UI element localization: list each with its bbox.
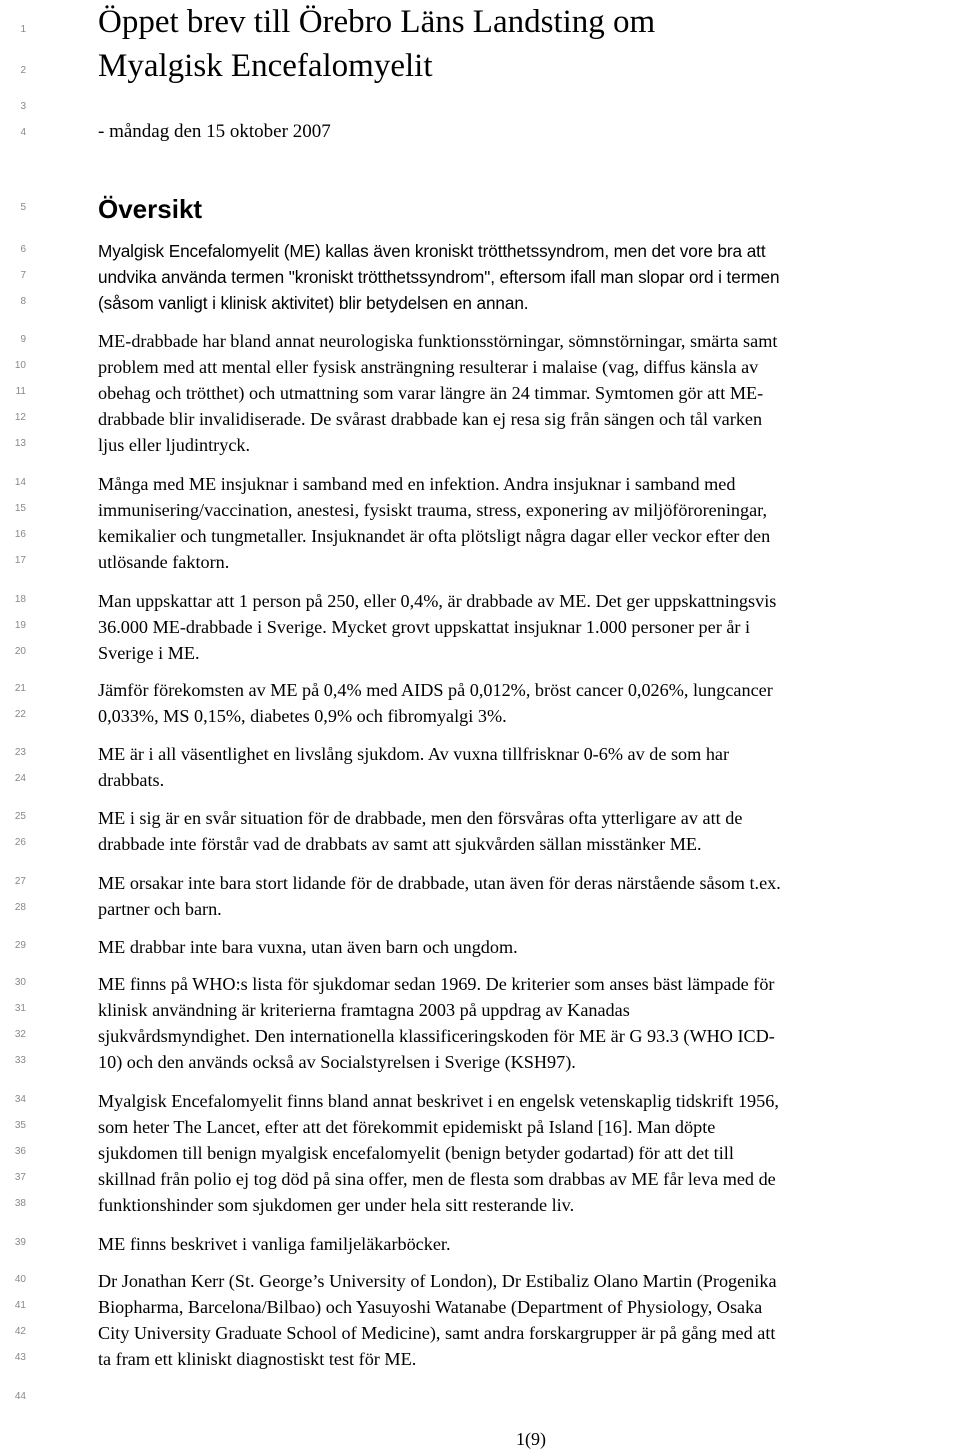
body-line: utlösande faktorn. <box>98 552 230 572</box>
body-line: ME-drabbade har bland annat neurologiska funktionsstörningar, sömnstörningar, smärta samt <box>98 331 778 351</box>
line-number: 17 <box>14 555 26 566</box>
body-line: 0,033%, MS 0,15%, diabetes 0,9% och fibromyalgi 3%. <box>98 706 507 726</box>
line-number: 1 <box>20 24 26 35</box>
body-line: Myalgisk Encefalomyelit finns bland annat beskrivet i en engelsk vetenskaplig tidskrift 1956, <box>98 1091 779 1111</box>
body-line: Dr Jonathan Kerr (St. George’s University of London), Dr Estibaliz Olano Martin (Progenika <box>98 1271 777 1291</box>
line-number: 15 <box>14 503 26 514</box>
line-number: 31 <box>14 1003 26 1014</box>
line-number: 25 <box>14 811 26 822</box>
line-number: 12 <box>14 412 26 423</box>
body-line: obehag och trötthet) och utmattning som varar längre än 24 timmar. Symtomen gör att ME- <box>98 383 764 403</box>
line-number: 37 <box>14 1172 26 1183</box>
body-line: ME i sig är en svår situation för de drabbade, men den försvåras ofta ytterligare av att de <box>98 808 743 828</box>
line-number: 18 <box>14 594 26 605</box>
line-number: 41 <box>14 1300 26 1311</box>
line-number: 7 <box>20 270 26 281</box>
body-line: Myalgisk Encefalomyelit (ME) kallas även kroniskt trötthetssyndrom, men det vore bra att <box>98 241 766 261</box>
line-number: 8 <box>20 296 26 307</box>
line-number: 13 <box>14 438 26 449</box>
body-line: 36.000 ME-drabbade i Sverige. Mycket grovt uppskattat insjuknar 1.000 personer per år i <box>98 617 751 637</box>
body-line: problem med att mental eller fysisk ansträngning resulterar i malaise (vag, diffus känsla av <box>98 357 759 377</box>
body-line: ME drabbar inte bara vuxna, utan även barn och ungdom. <box>98 937 518 957</box>
line-number: 28 <box>14 902 26 913</box>
line-number: 23 <box>14 747 26 758</box>
line-number: 44 <box>14 1391 26 1402</box>
line-number: 35 <box>14 1120 26 1131</box>
body-line: som heter The Lancet, efter att det förekommit epidemiskt på Island [16]. Man döpte <box>98 1117 716 1137</box>
line-number: 10 <box>14 360 26 371</box>
page-number: 1(9) <box>516 1429 546 1449</box>
line-number: 24 <box>14 773 26 784</box>
line-number: 21 <box>14 683 26 694</box>
body-line: ME finns beskrivet i vanliga familjeläkarböcker. <box>98 1234 451 1254</box>
line-number: 36 <box>14 1146 26 1157</box>
body-line: drabbats. <box>98 770 165 790</box>
document-title-line-1: Öppet brev till Örebro Läns Landsting om <box>98 4 656 40</box>
line-number: 39 <box>14 1237 26 1248</box>
line-number: 42 <box>14 1326 26 1337</box>
body-line: Man uppskattar att 1 person på 250, eller 0,4%, är drabbade av ME. Det ger uppskattningsvis <box>98 591 777 611</box>
line-number: 19 <box>14 620 26 631</box>
line-number: 30 <box>14 977 26 988</box>
line-number: 38 <box>14 1198 26 1209</box>
document-title-line-2: Myalgisk Encefalomyelit <box>98 48 433 84</box>
document-date: - måndag den 15 oktober 2007 <box>98 121 331 142</box>
line-number: 33 <box>14 1055 26 1066</box>
body-line: (såsom vanligt i klinisk aktivitet) blir betydelsen en annan. <box>98 293 529 313</box>
body-line: Jämför förekomsten av ME på 0,4% med AIDS på 0,012%, bröst cancer 0,026%, lungcancer <box>98 680 773 700</box>
body-line: sjukdomen till benign myalgisk encefalomyelit (benign betyder godartad) för att det till <box>98 1143 734 1163</box>
line-number: 27 <box>14 876 26 887</box>
line-number: 14 <box>14 477 26 488</box>
line-number: 29 <box>14 940 26 951</box>
line-number: 11 <box>15 386 26 397</box>
line-number: 40 <box>14 1274 26 1285</box>
body-line: City University Graduate School of Medicine), samt andra forskargrupper är på gång med att <box>98 1323 776 1343</box>
body-line: drabbade blir invalidiserade. De svårast drabbade kan ej resa sig från sängen och tål varken <box>98 409 763 429</box>
body-line: sjukvårdsmyndighet. Den internationella klassificeringskoden för ME är G 93.3 (WHO ICD- <box>98 1026 775 1046</box>
body-line: ta fram ett kliniskt diagnostiskt test för ME. <box>98 1349 417 1369</box>
line-number: 5 <box>20 202 26 213</box>
line-number: 2 <box>20 65 26 76</box>
body-line: 10) och den används också av Socialstyrelsen i Sverige (KSH97). <box>98 1052 576 1072</box>
line-number: 22 <box>14 709 26 720</box>
line-number: 20 <box>14 646 26 657</box>
line-number: 3 <box>20 101 26 112</box>
body-line: skillnad från polio ej tog död på sina offer, men de flesta som drabbas av ME får leva med de <box>98 1169 776 1189</box>
body-line: klinisk användning är kriterierna framtagna 2003 på uppdrag av Kanadas <box>98 1000 630 1020</box>
body-line: drabbade inte förstår vad de drabbats av samt att sjukvården sällan misstänker ME. <box>98 834 702 854</box>
line-number: 34 <box>14 1094 26 1105</box>
body-line: Biopharma, Barcelona/Bilbao) och Yasuyoshi Watanabe (Department of Physiology, Osaka <box>98 1297 763 1317</box>
body-line: Sverige i ME. <box>98 643 200 663</box>
body-line: ljus eller ljudintryck. <box>98 435 251 455</box>
body-line: immunisering/vaccination, anestesi, fysiskt trauma, stress, exponering av miljöföroreningar, <box>98 500 768 520</box>
body-line: partner och barn. <box>98 899 222 919</box>
body-line: undvika använda termen "kroniskt trötthetssyndrom", eftersom ifall man slopar ord i termen <box>98 267 780 287</box>
body-line: ME finns på WHO:s lista för sjukdomar sedan 1969. De kriterier som anses bäst lämpade för <box>98 974 775 994</box>
body-line: kemikalier och tungmetaller. Insjuknandet är ofta plötsligt några dagar eller veckor efter den <box>98 526 771 546</box>
line-number: 26 <box>14 837 26 848</box>
line-number: 32 <box>14 1029 26 1040</box>
body-line: ME är i all väsentlighet en livslång sjukdom. Av vuxna tillfrisknar 0-6% av de som har <box>98 744 730 764</box>
line-number: 9 <box>20 334 26 345</box>
line-number: 43 <box>14 1352 26 1363</box>
body-line: ME orsakar inte bara stort lidande för de drabbade, utan även för deras närstående såsom t.ex. <box>98 873 781 893</box>
line-number: 6 <box>20 244 26 255</box>
line-number: 16 <box>14 529 26 540</box>
line-number: 4 <box>20 127 26 138</box>
body-line: funktionshinder som sjukdomen ger under hela sitt resterande liv. <box>98 1195 575 1215</box>
section-heading: Översikt <box>98 194 203 224</box>
body-line: Många med ME insjuknar i samband med en infektion. Andra insjuknar i samband med <box>98 474 736 494</box>
